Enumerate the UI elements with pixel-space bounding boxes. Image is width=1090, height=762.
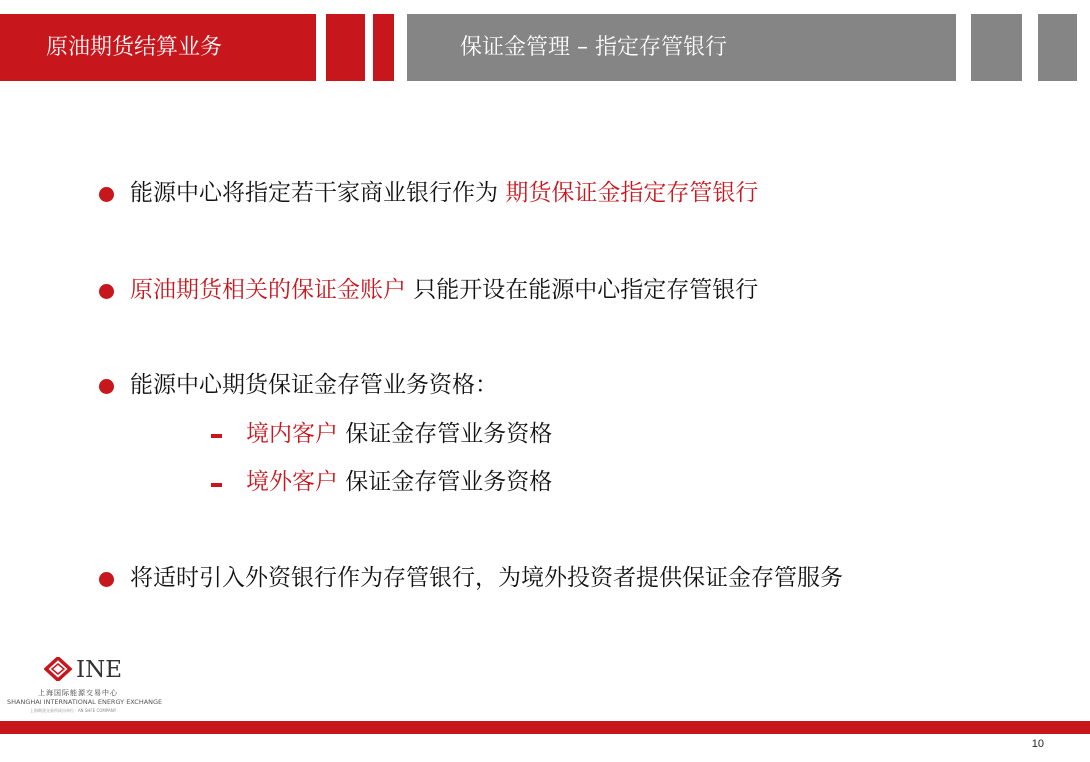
bullet-3-text: 能源中心期货保证金存管业务资格： [130,372,498,398]
bullet-1 [130,182,758,205]
bullet-4 [130,567,843,590]
header-gray-stripe-1 [971,14,1022,81]
header-red-stripe-1 [326,14,365,81]
bullet-2-text: 只能开设在能源中心指定存管银行 [406,277,759,303]
sub-bullet-1 [246,423,552,446]
bullet-dot [99,379,114,394]
page-number: 10 [1031,738,1044,750]
section-title: 原油期货结算业务 [46,35,223,60]
sub-bullet-1-text: 保证金存管业务资格 [338,421,553,447]
logo-abbr: INE [76,657,122,683]
header-gray-stripe-2 [1038,14,1077,81]
logo-name-cn: 上海国际能源交易中心 [38,689,118,697]
bullet-dot [99,572,114,587]
sub-bullet-dash [211,434,222,438]
bullet-2-highlight: 原油期货相关的保证金账户 [130,277,406,303]
logo-sub: 上海期货交易所成员单位 · AN SHFE COMPANY [30,708,117,713]
sub-bullet-1-highlight: 境内客户 [246,421,338,447]
bullet-1-highlight: 期货保证金指定存管银行 [505,180,759,206]
bullet-dot [99,187,114,202]
bullet-3 [130,374,498,397]
sub-bullet-2-highlight: 境外客户 [246,469,338,495]
sub-bullet-2-text: 保证金存管业务资格 [338,469,553,495]
bullet-dot [99,284,114,299]
logo-name-en: SHANGHAI INTERNATIONAL ENERGY EXCHANGE [7,698,163,706]
sub-bullet-2 [246,471,552,494]
sub-bullet-dash [211,483,222,487]
bullet-1-text: 能源中心将指定若干家商业银行作为 [130,180,506,206]
bullet-4-text: 将适时引入外资银行作为存管银行，为境外投资者提供保证金存管服务 [130,565,843,591]
slide-title: 保证金管理 – 指定存管银行 [460,35,727,60]
footer-red-bar [0,721,1090,734]
bullet-2 [130,279,758,302]
header-red-stripe-2 [373,14,394,81]
ine-logo-icon [44,657,72,681]
